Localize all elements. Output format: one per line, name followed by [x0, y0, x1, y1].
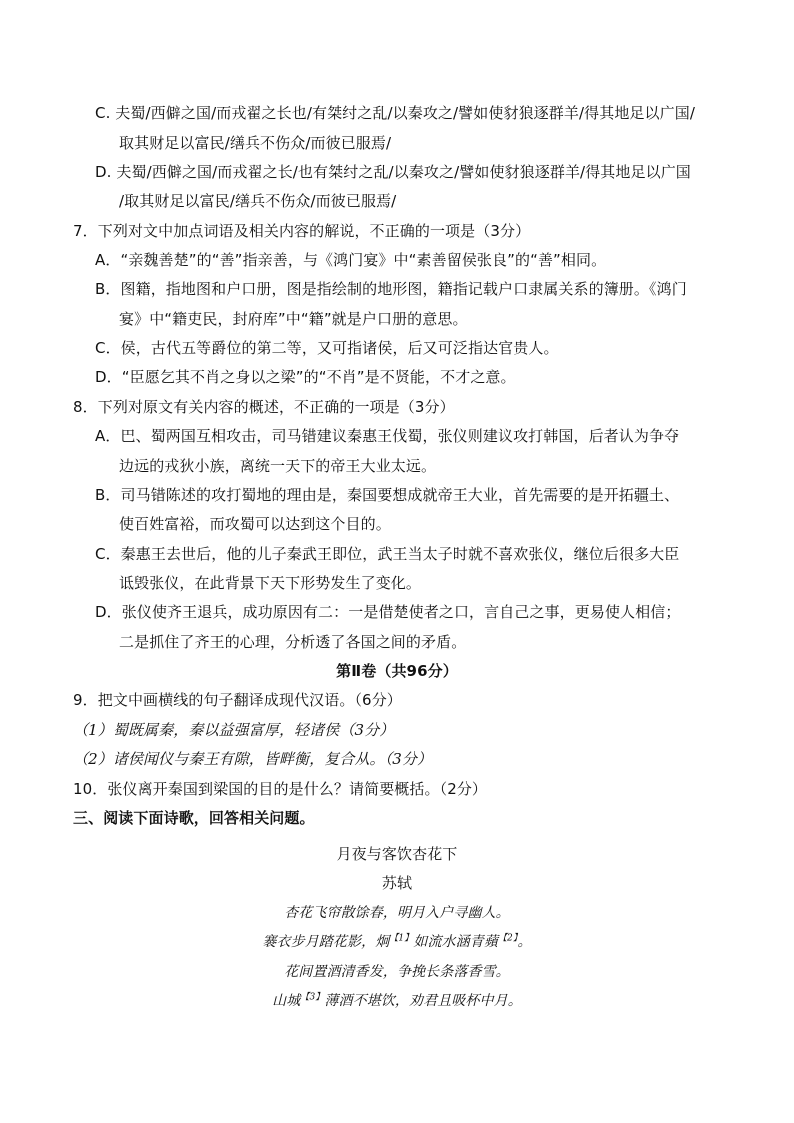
q10-stem: 10．张仪离开秦国到梁国的目的是什么？请简要概括。（2分）: [73, 780, 488, 798]
poem-author: 苏轼: [381, 874, 413, 892]
q7-option-b-line1: B．图籍，指地图和户口册，图是指绘制的地形图，籍指记载户口隶属关系的簿册。《鸿门: [95, 280, 687, 298]
poem-line-1: 杏花飞帘散馀春，明月入户寻幽人。: [284, 905, 510, 921]
q8-stem: 8．下列对原文有关内容的概述，不正确的一项是（3分）: [73, 398, 455, 416]
q8-option-b-line1: B．司马错陈述的攻打蜀地的理由是，秦国要想成就帝王大业，首先需要的是开拓疆土、: [95, 486, 680, 504]
q7-stem: 7．下列对文中加点词语及相关内容的解说，不正确的一项是（3分）: [73, 222, 531, 240]
q7-option-a: A．“亲魏善楚”的“善”指亲善，与《鸿门宴》中“素善留侯张良”的“善”相同。: [95, 251, 607, 269]
q9-sentence-1: （1）蜀既属秦，秦以益强富厚，轻诸侯（3分）: [73, 721, 395, 739]
q7-option-b-line2: 宴》中“籍吏民，封府库”中“籍”就是户口册的意思。: [119, 310, 468, 328]
q8-option-d-line2: 二是抓住了齐王的心理，分析透了各国之间的矛盾。: [119, 633, 467, 651]
q8-option-a-line2: 边远的戎狄小族，离统一天下的帝王大业太远。: [119, 457, 437, 475]
q8-option-c-line2: 诋毁张仪，在此背景下天下形势发生了变化。: [119, 574, 422, 592]
q8-option-d-line1: D．张仪使齐王退兵，成功原因有二：一是借楚使者之口，言自己之事，更易使人相信；: [95, 603, 681, 621]
q7-option-d: D．“臣愿乞其不肖之身以之梁”的“不肖”是不贤能，不才之意。: [95, 368, 516, 386]
q9-stem: 9．把文中画横线的句子翻译成现代汉语。（6分）: [73, 691, 402, 709]
poem-line-2: [0, 932, 794, 952]
poem-line-4: [0, 991, 794, 1011]
footnote-mark-3: 【3】: [300, 992, 325, 1003]
poem-line-2-part-b: 如流水涵青蘋: [413, 934, 498, 950]
poem-line-4-part-a: 山城: [272, 993, 301, 1009]
q8-option-b-line2: 使百姓富裕，而攻蜀可以达到这个目的。: [119, 515, 391, 533]
q6-option-c-line1: C. 夫蜀/西僻之国/而戎翟之长也/有桀纣之乱/以秦攻之/譬如使豺狼逐群羊/得其地足以广国/: [95, 104, 695, 122]
footnote-mark-1: 【1】: [389, 933, 414, 944]
poem-line-2-part-a: 褰衣步月踏花影，炯: [262, 934, 390, 950]
poem-line-3: 花间置酒清香发，争挽长条落香雪。: [284, 964, 510, 980]
q7-option-c: C．侯，古代五等爵位的第二等，又可指诸侯，后又可泛指达官贵人。: [95, 339, 559, 357]
poem-title: 月夜与客饮杏花下: [336, 845, 458, 863]
poem-line-4-part-b: 薄酒不堪饮，劝君且吸杯中月。: [324, 993, 522, 1009]
poem-line-2-part-c: 。: [517, 934, 532, 950]
q8-option-a-line1: A．巴、蜀两国互相攻击，司马错建议秦惠王伐蜀，张仪则建议攻打韩国，后者认为争夺: [95, 427, 680, 445]
q9-sentence-2: （2）诸侯闻仪与秦王有隙，皆畔衡，复合从。（3分）: [73, 750, 433, 768]
section2-title: 第Ⅱ卷（共96分）: [336, 662, 458, 680]
q8-option-c-line1: C．秦惠王去世后，他的儿子秦武王即位，武王当太子时就不喜欢张仪，继位后很多大臣: [95, 545, 680, 563]
q6-option-c-line2: 取其财足以富民/缮兵不伤众/而彼已服焉/: [119, 134, 392, 152]
footnote-mark-2: 【2】: [497, 933, 518, 944]
q6-option-d-line1: D. 夫蜀/西僻之国/而戎翟之长/也有桀纣之乱/以秦攻之/譬如使豺狼逐群羊/得其地足以广国: [95, 163, 691, 181]
section3-heading: 三、阅读下面诗歌，回答相关问题。: [73, 809, 315, 827]
q6-option-d-line2: /取其财足以富民/缮兵不伤众/而彼已服焉/: [119, 192, 397, 210]
